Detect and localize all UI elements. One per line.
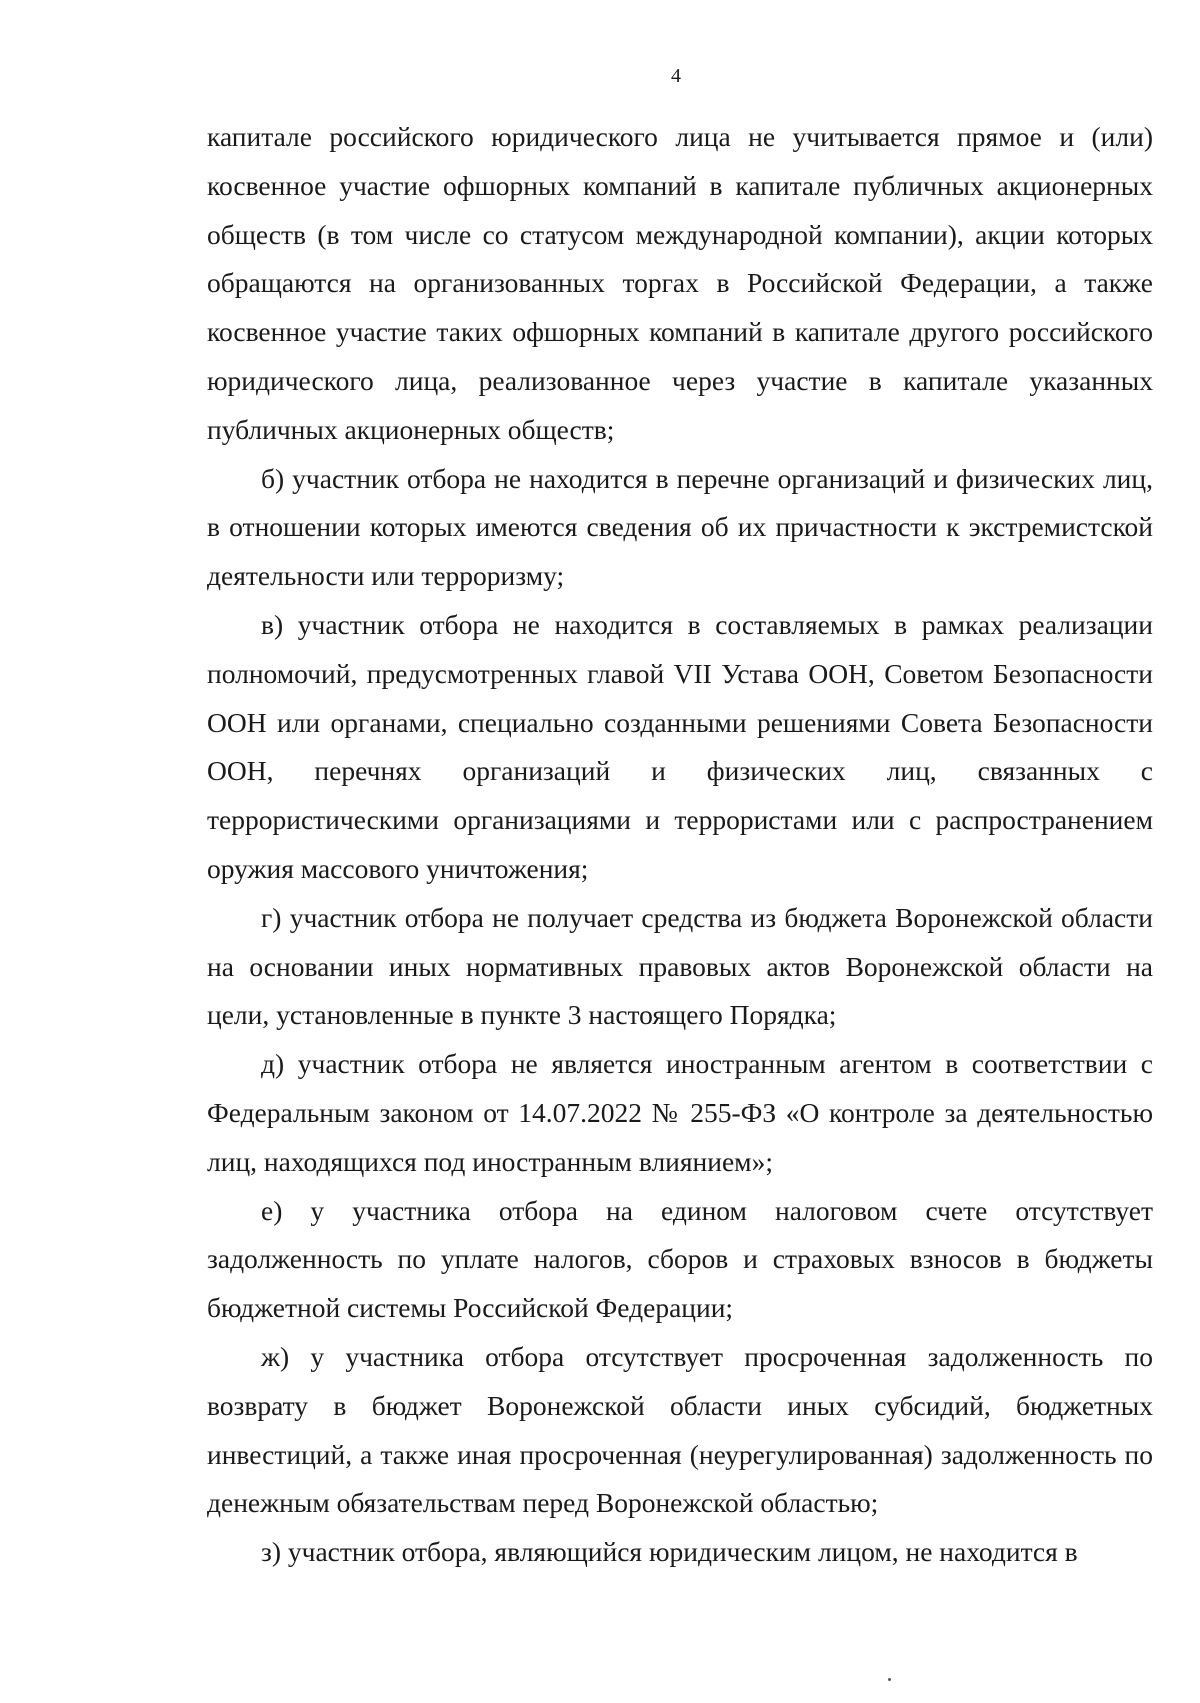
paragraph-item-b: б) участник отбора не находится в перечне организаций и физических лиц, в отношении которых имеются сведения об их причастности к экстремистской деятельности или терроризму; [207, 462, 1153, 592]
paragraph-item-e: е) у участника отбора на едином налоговом счете отсутствует задолженность по уплате налогов, сборов и страховых взносов в бюджеты бюджетной системы Российской Федерации; [207, 1194, 1153, 1324]
paragraph-item-v: в) участник отбора не находится в составляемых в рамках реализации полномочий, предусмотренных главой VII Устава ООН, Советом Безопасности ООН или органами, специально созданными решениями Совета Безопасности ООН, перечнях организаций и физических лиц, связанных с террористическими организациями и террористами или с распространением оружия массового уничтожения; [207, 608, 1153, 884]
page-number: 4 [671, 65, 681, 87]
paragraph-item-g: г) участник отбора не получает средства из бюджета Воронежской области на основании иных нормативных правовых актов Воронежской области на цели, установленные в пункте 3 настоящего Порядка; [207, 901, 1153, 1031]
paragraph-item-zh: ж) у участника отбора отсутствует просроченная задолженность по возврату в бюджет Воронежской области иных субсидий, бюджетных инвестиций, а также иная просроченная (неурегулированная) задолженность по денежным обязательствам перед Воронежской областью; [207, 1340, 1153, 1519]
paragraph-item-z: з) участник отбора, являющийся юридическим лицом, не находится в [261, 1536, 1078, 1568]
paragraph-continuation: капитале российского юридического лица не учитывается прямое и (или) косвенное участие офшорных компаний в капитале публичных акционерных обществ (в том числе со статусом международной компании), акции которых обращаются на организованных торгах в Российской Федерации, а также косвенное участие таких офшорных компаний в капитале другого российского юридического лица, реализованное через участие в капитале указанных публичных акционерных обществ; [207, 121, 1153, 445]
scan-speck [888, 1678, 891, 1681]
paragraph-item-d: д) участник отбора не является иностранным агентом в соответствии с Федеральным законом от 14.07.2022 № 255-ФЗ «О контроле за деятельностью лиц, находящихся под иностранным влиянием»; [207, 1048, 1153, 1177]
document-body [207, 113, 1153, 1577]
